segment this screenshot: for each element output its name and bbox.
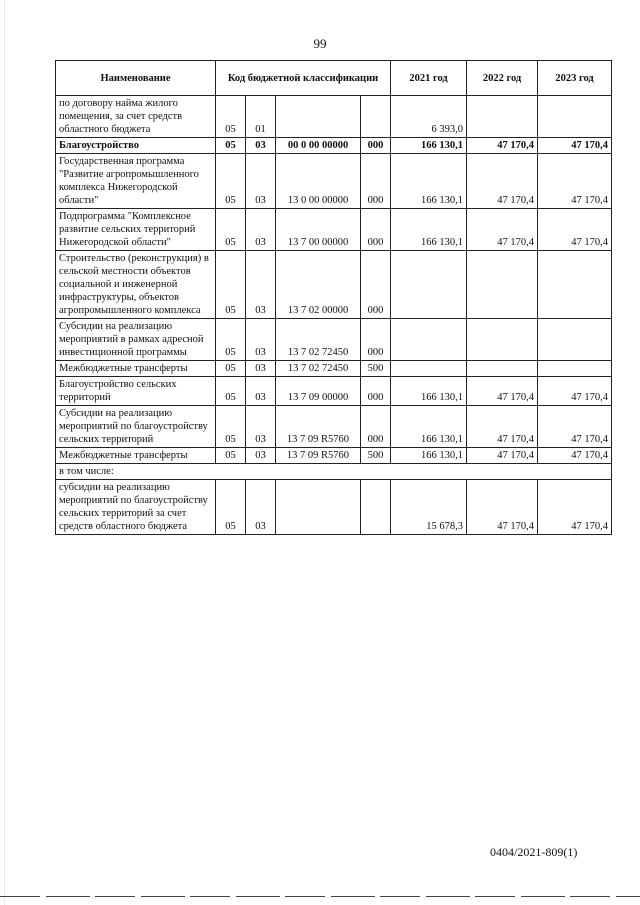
table-row — [56, 406, 612, 448]
row-name: Благоустройство — [56, 138, 216, 154]
row-value-2021 — [391, 319, 467, 361]
row-expense-type: 000 — [361, 406, 391, 448]
row-target-article: 13 7 02 72450 — [276, 319, 361, 361]
row-value-2023 — [538, 319, 612, 361]
header-code: Код бюджетной классификации — [216, 61, 391, 96]
header-2023: 2023 год — [538, 61, 612, 96]
row-value-2023: 47 170,4 — [538, 406, 612, 448]
row-value-2021 — [391, 251, 467, 319]
row-value-2021: 15 678,3 — [391, 480, 467, 535]
row-value-2022: 47 170,4 — [467, 377, 538, 406]
row-section: 05 — [216, 377, 246, 406]
row-subsection: 03 — [246, 319, 276, 361]
row-section: 05 — [216, 448, 246, 464]
row-value-2023 — [538, 361, 612, 377]
row-value-2021: 166 130,1 — [391, 448, 467, 464]
row-target-article: 00 0 00 00000 — [276, 138, 361, 154]
row-value-2023 — [538, 96, 612, 138]
table-row — [56, 448, 612, 464]
scan-artifact-line — [0, 896, 640, 897]
row-section: 05 — [216, 154, 246, 209]
row-subsection: 03 — [246, 448, 276, 464]
row-expense-type: 500 — [361, 361, 391, 377]
row-subsection: 03 — [246, 138, 276, 154]
scan-edge — [4, 0, 5, 905]
row-name: Подпрограмма "Комплексное развитие сельских территорий Нижегородской области" — [56, 209, 216, 251]
table-row — [56, 154, 612, 209]
row-section: 05 — [216, 96, 246, 138]
row-name: в том числе: — [56, 464, 612, 480]
row-expense-type: 000 — [361, 154, 391, 209]
row-subsection: 03 — [246, 377, 276, 406]
row-section: 05 — [216, 480, 246, 535]
row-expense-type — [361, 480, 391, 535]
table-row — [56, 209, 612, 251]
row-value-2021: 166 130,1 — [391, 377, 467, 406]
row-value-2022 — [467, 251, 538, 319]
row-expense-type — [361, 96, 391, 138]
row-subsection: 03 — [246, 480, 276, 535]
row-expense-type: 500 — [361, 448, 391, 464]
row-name: Благоустройство сельских территорий — [56, 377, 216, 406]
row-expense-type: 000 — [361, 377, 391, 406]
row-value-2023: 47 170,4 — [538, 138, 612, 154]
row-target-article — [276, 480, 361, 535]
row-value-2022: 47 170,4 — [467, 209, 538, 251]
row-name: субсидии на реализацию мероприятий по благоустройству сельских территорий за счет средств областного бюджета — [56, 480, 216, 535]
table-row — [56, 319, 612, 361]
row-subsection: 03 — [246, 154, 276, 209]
row-value-2023: 47 170,4 — [538, 209, 612, 251]
table-row — [56, 96, 612, 138]
row-target-article: 13 7 09 R5760 — [276, 448, 361, 464]
row-value-2023 — [538, 251, 612, 319]
table-row — [56, 361, 612, 377]
table-row — [56, 138, 612, 154]
row-name: Субсидии на реализацию мероприятий по благоустройству сельских территорий — [56, 406, 216, 448]
row-name: Межбюджетные трансферты — [56, 448, 216, 464]
header-name: Наименование — [56, 61, 216, 96]
header-2022: 2022 год — [467, 61, 538, 96]
row-target-article: 13 7 09 00000 — [276, 377, 361, 406]
row-value-2022 — [467, 319, 538, 361]
row-value-2022 — [467, 361, 538, 377]
row-value-2021: 6 393,0 — [391, 96, 467, 138]
row-value-2021 — [391, 361, 467, 377]
row-target-article: 13 7 02 00000 — [276, 251, 361, 319]
table-row — [56, 480, 612, 535]
row-value-2021: 166 130,1 — [391, 154, 467, 209]
row-section: 05 — [216, 251, 246, 319]
row-value-2022 — [467, 96, 538, 138]
row-section: 05 — [216, 319, 246, 361]
row-section: 05 — [216, 406, 246, 448]
row-name: Субсидии на реализацию мероприятий в рамках адресной инвестиционной программы — [56, 319, 216, 361]
row-value-2023: 47 170,4 — [538, 154, 612, 209]
row-value-2023: 47 170,4 — [538, 480, 612, 535]
row-expense-type: 000 — [361, 138, 391, 154]
row-value-2021: 166 130,1 — [391, 406, 467, 448]
table-row — [56, 251, 612, 319]
page-number: 99 — [313, 36, 327, 51]
row-name: Строительство (реконструкция) в сельской местности объектов социальной и инженерной инфраструктуры, объектов агропромышленного комплекса — [56, 251, 216, 319]
row-name: по договору найма жилого помещения, за счет средств областного бюджета — [56, 96, 216, 138]
row-value-2023: 47 170,4 — [538, 448, 612, 464]
row-name: Межбюджетные трансферты — [56, 361, 216, 377]
row-name: Государственная программа "Развитие агропромышленного комплекса Нижегородской области" — [56, 154, 216, 209]
row-target-article — [276, 96, 361, 138]
document-code: 0404/2021-809(1) — [490, 845, 578, 859]
row-value-2022: 47 170,4 — [467, 480, 538, 535]
table-header-row — [56, 61, 612, 96]
row-value-2021: 166 130,1 — [391, 209, 467, 251]
row-section: 05 — [216, 361, 246, 377]
header-2021: 2021 год — [391, 61, 467, 96]
budget-table — [55, 60, 612, 535]
table-row — [56, 464, 612, 480]
row-value-2022: 47 170,4 — [467, 154, 538, 209]
row-target-article: 13 7 09 R5760 — [276, 406, 361, 448]
row-target-article: 13 0 00 00000 — [276, 154, 361, 209]
row-target-article: 13 7 00 00000 — [276, 209, 361, 251]
row-subsection: 03 — [246, 251, 276, 319]
table-row — [56, 377, 612, 406]
row-subsection: 03 — [246, 406, 276, 448]
row-subsection: 01 — [246, 96, 276, 138]
row-subsection: 03 — [246, 361, 276, 377]
row-expense-type: 000 — [361, 251, 391, 319]
row-value-2022: 47 170,4 — [467, 406, 538, 448]
row-value-2022: 47 170,4 — [467, 138, 538, 154]
row-expense-type: 000 — [361, 319, 391, 361]
row-expense-type: 000 — [361, 209, 391, 251]
row-value-2022: 47 170,4 — [467, 448, 538, 464]
row-target-article: 13 7 02 72450 — [276, 361, 361, 377]
row-section: 05 — [216, 209, 246, 251]
row-subsection: 03 — [246, 209, 276, 251]
row-value-2021: 166 130,1 — [391, 138, 467, 154]
row-value-2023: 47 170,4 — [538, 377, 612, 406]
row-section: 05 — [216, 138, 246, 154]
